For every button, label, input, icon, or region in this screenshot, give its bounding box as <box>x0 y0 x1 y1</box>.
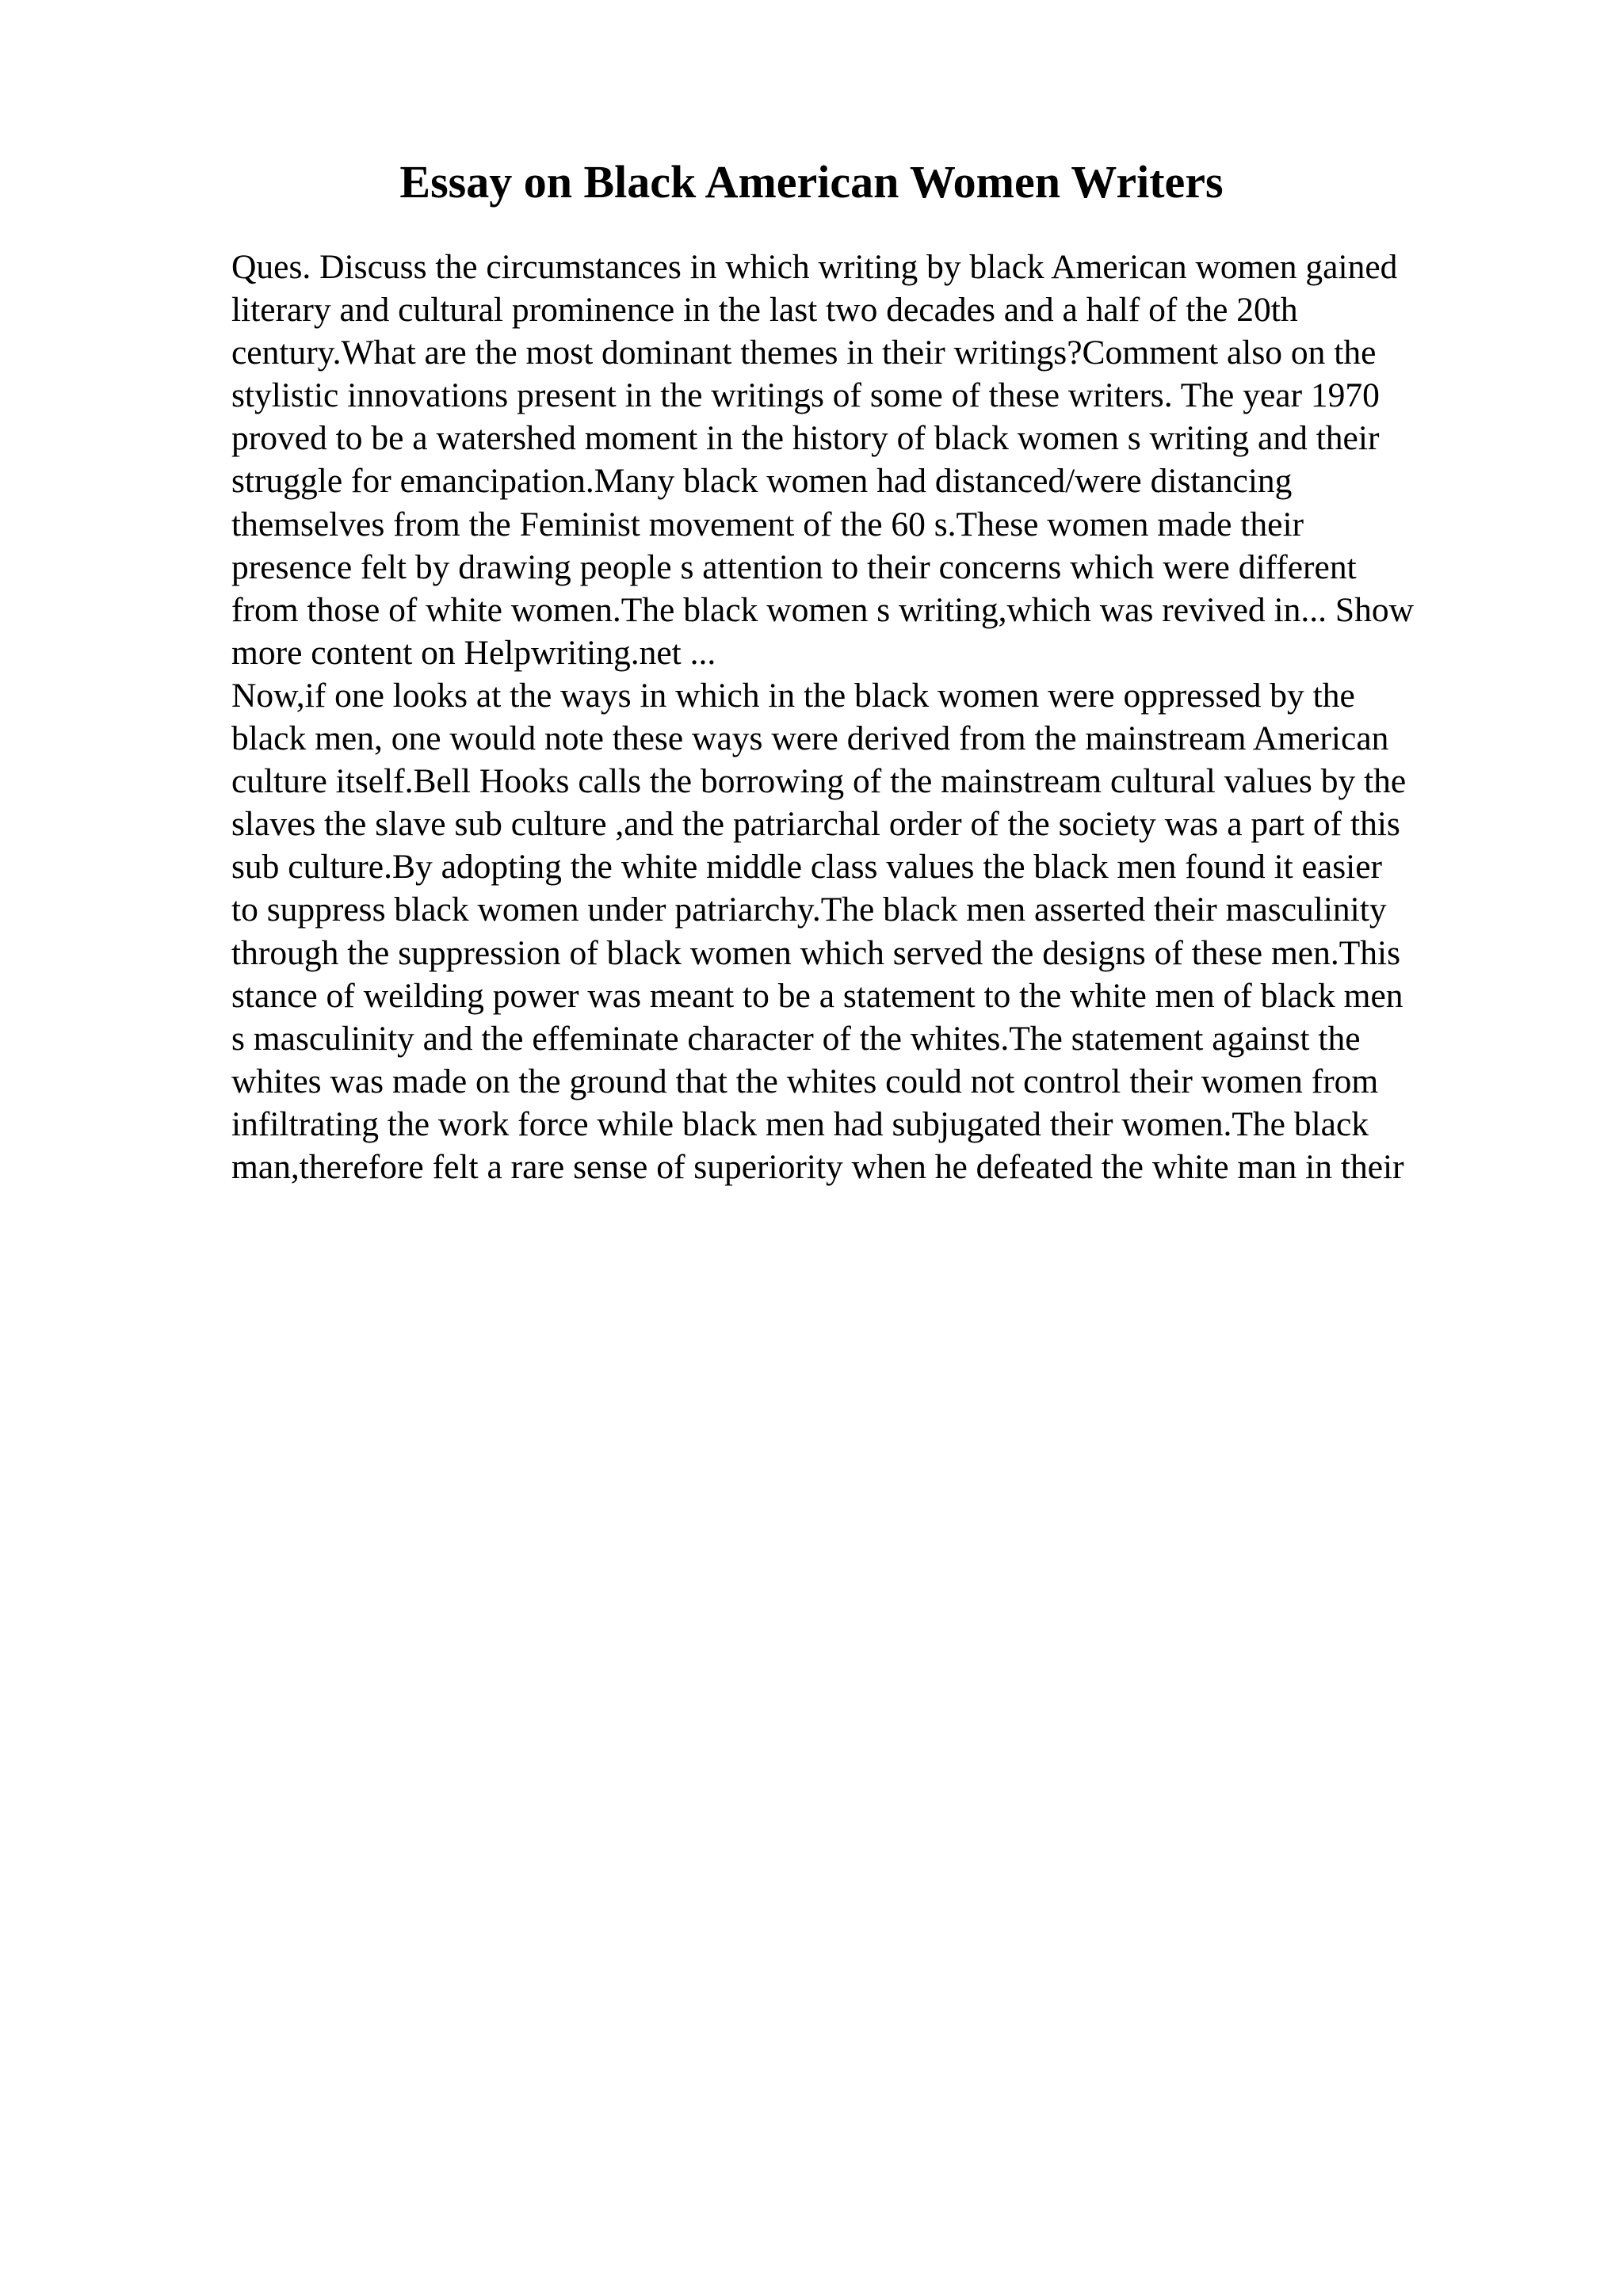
text-line: man,therefore felt a rare sense of superiority when he defeated the white man in their <box>231 1147 1404 1186</box>
text-line: struggle for emancipation.Many black women had distanced/were distancing <box>231 462 1293 501</box>
text-line: infiltrating the work force while black men had subjugated their women.The black <box>231 1104 1369 1143</box>
text-line: sub culture.By adopting the white middle class values the black men found it easier <box>231 848 1383 887</box>
text-line: more content on Helpwriting.net ... <box>231 633 716 672</box>
text-line: literary and cultural prominence in the last two decades and a half of the 20th <box>231 291 1298 330</box>
text-line: presence felt by drawing people s attention to their concerns which were different <box>231 547 1357 586</box>
text-line: slaves the slave sub culture ,and the patriarchal order of the society was a part of this <box>231 805 1400 844</box>
text-line: through the suppression of black women which served the designs of these men.This <box>231 933 1401 972</box>
text-line: stylistic innovations present in the writings of some of these writers. The year 1970 <box>231 376 1380 415</box>
text-line: Ques. Discuss the circumstances in which writing by black American women gained <box>231 248 1398 286</box>
text-line: whites was made on the ground that the whites could not control their women from <box>231 1062 1379 1100</box>
text-line: century.What are the most dominant themes in their writings?Comment also on the <box>231 334 1377 372</box>
document-title: Essay on Black American Women Writers <box>399 156 1224 208</box>
text-line: proved to be a watershed moment in the history of black women s writing and their <box>231 419 1380 458</box>
text-line: from those of white women.The black women s writing,which was revived in... Show <box>231 590 1414 629</box>
text-line: Now,if one looks at the ways in which in the black women were oppressed by the <box>231 676 1355 715</box>
text-line: stance of weilding power was meant to be a statement to the white men of black men <box>231 976 1403 1015</box>
text-line: black men, one would note these ways were derived from the mainstream American <box>231 719 1389 758</box>
text-line: culture itself.Bell Hooks calls the borrowing of the mainstream cultural values by the <box>231 762 1407 801</box>
text-line: s masculinity and the effeminate character of the whites.The statement against the <box>231 1019 1361 1058</box>
document-body <box>231 246 1507 1188</box>
text-line: themselves from the Feminist movement of the 60 s.These women made their <box>231 505 1304 543</box>
text-line: to suppress black women under patriarchy.The black men asserted their masculinity <box>231 891 1387 929</box>
